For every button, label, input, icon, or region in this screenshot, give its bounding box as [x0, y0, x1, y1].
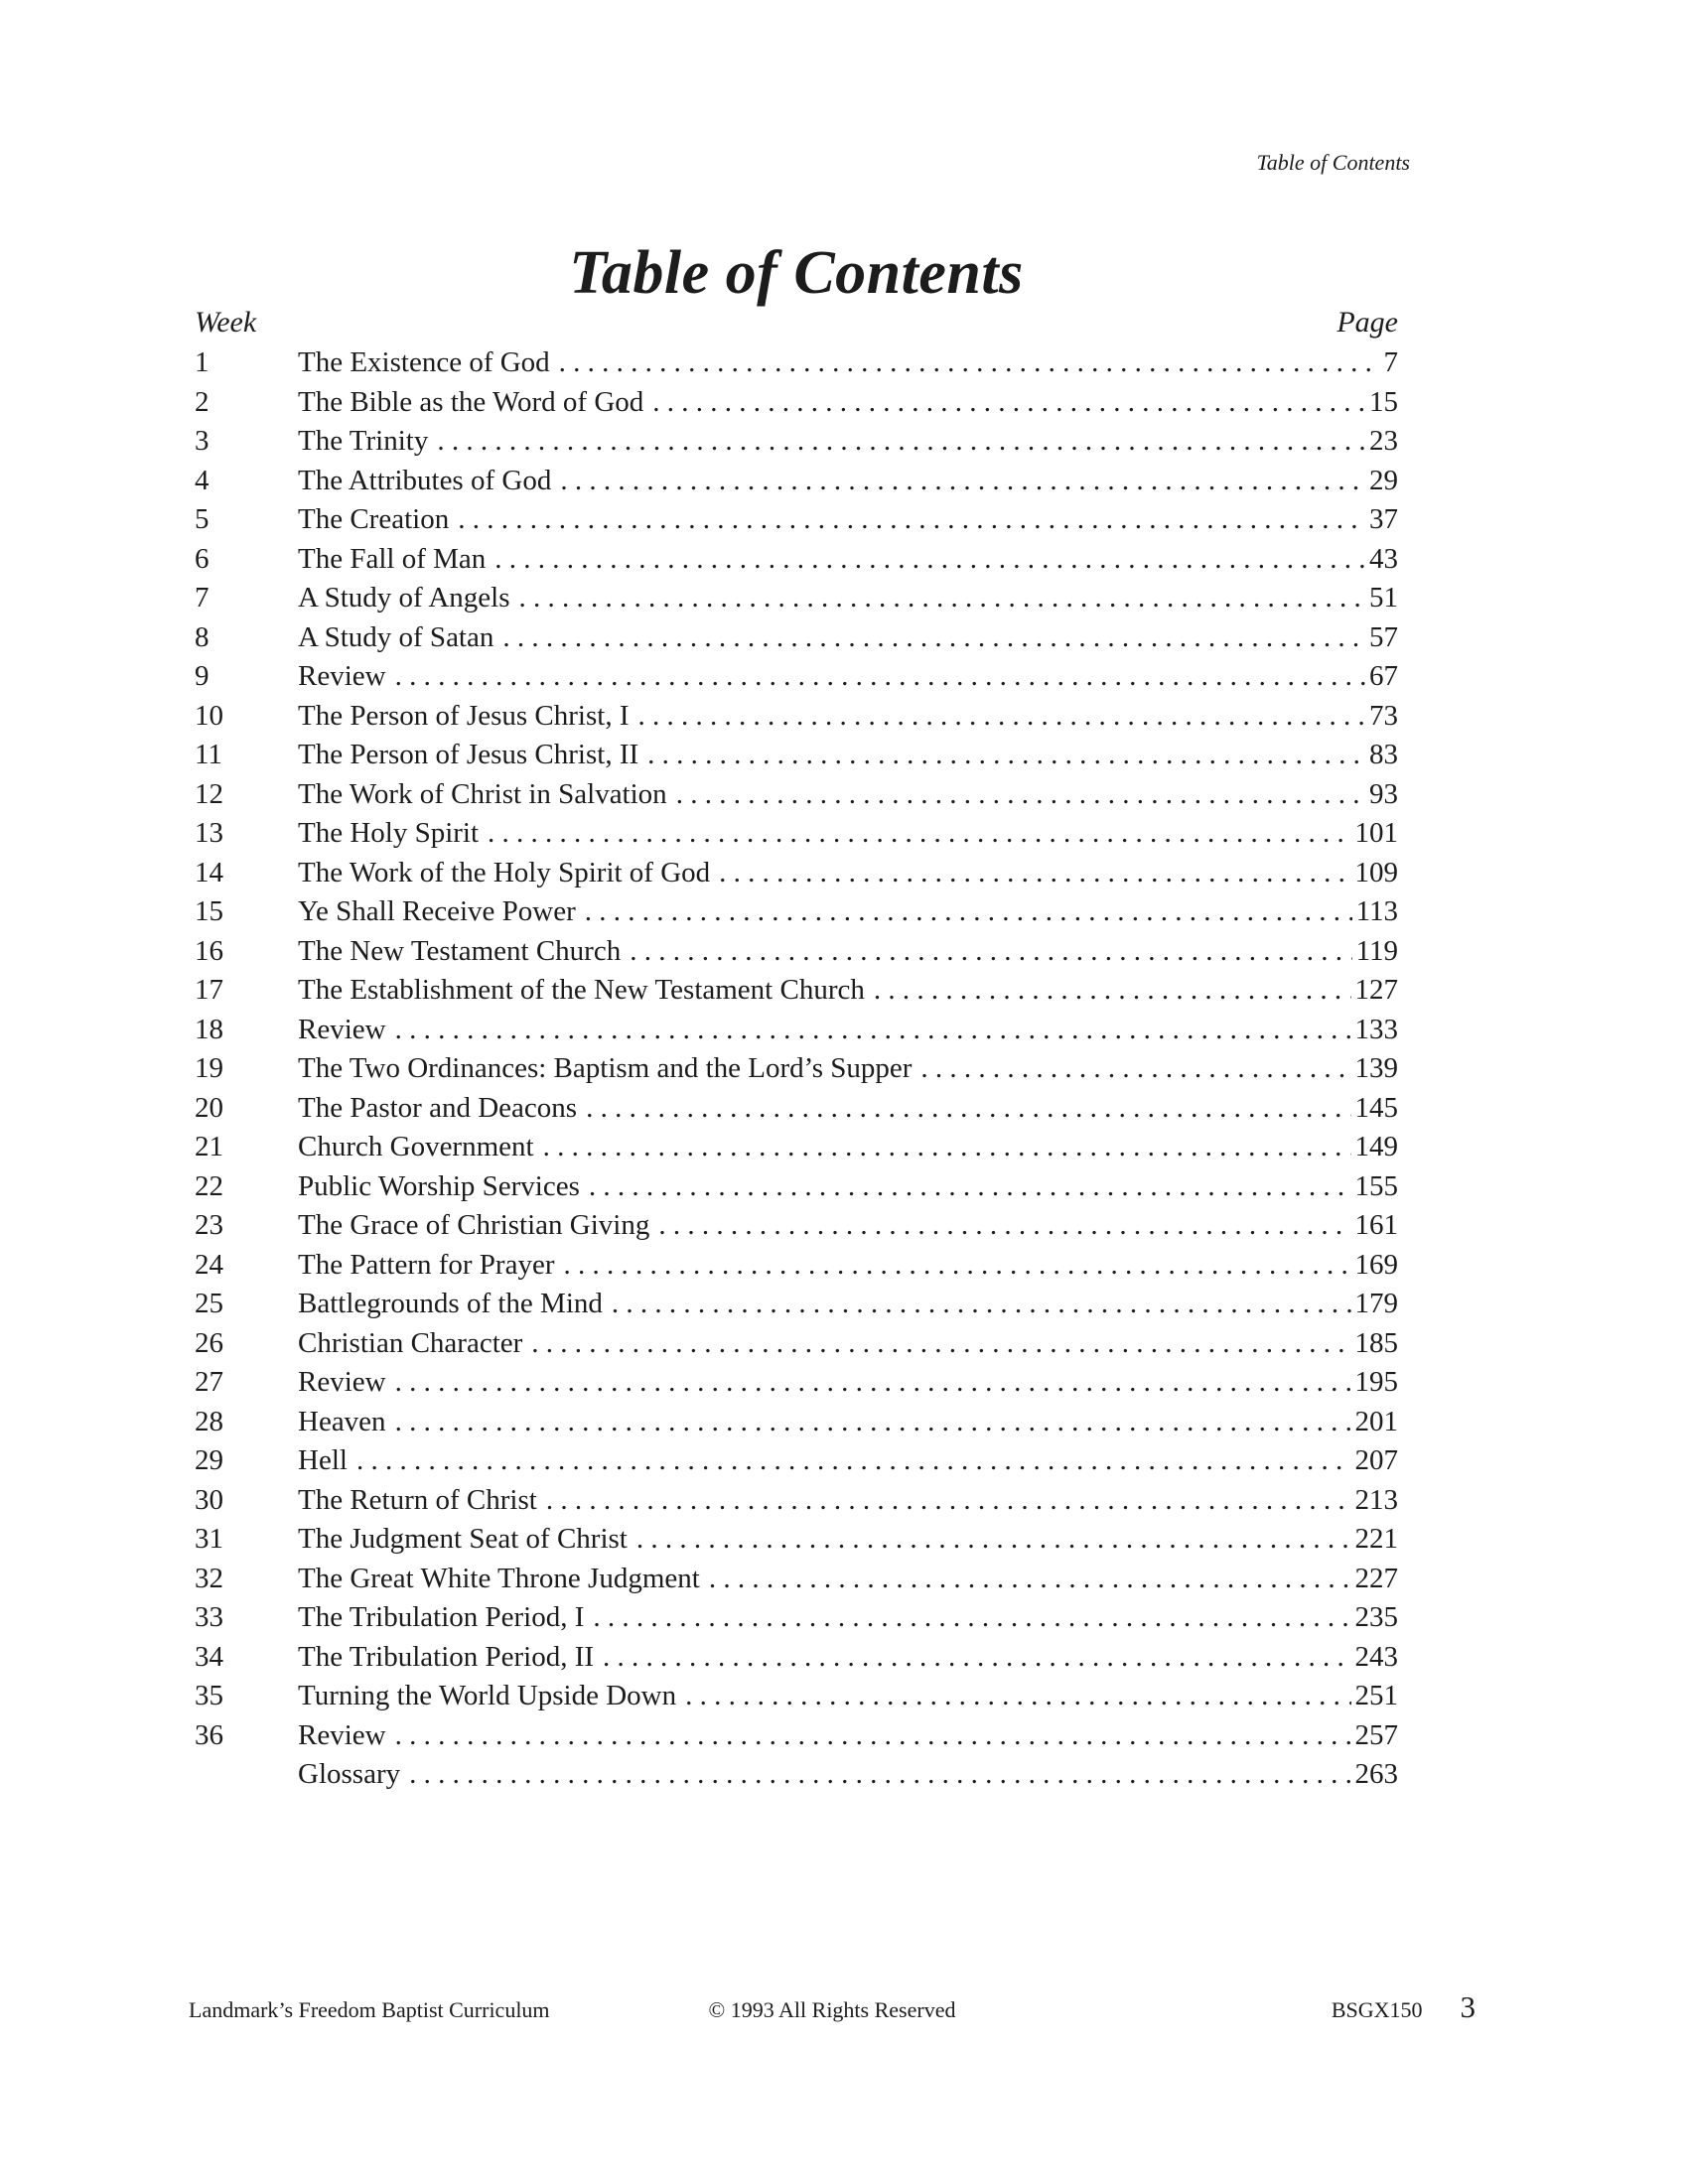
toc-page-number: 169: [1354, 1248, 1398, 1281]
footer-right-group: [955, 1989, 1476, 2028]
toc-page-number: 161: [1354, 1209, 1398, 1241]
dot-leader: [543, 1128, 1351, 1167]
toc-row: [195, 1363, 1398, 1403]
toc-week-number: 20: [195, 1091, 223, 1124]
dot-leader: [559, 343, 1380, 383]
dot-leader: [585, 892, 1352, 932]
toc-page-number: 263: [1354, 1758, 1398, 1790]
toc-row: [195, 1520, 1398, 1560]
dot-leader: [636, 1520, 1351, 1560]
dot-leader: [560, 462, 1365, 501]
dot-leader: [685, 1677, 1350, 1716]
toc-row: [195, 500, 1398, 540]
toc-entry-title: A Study of Satan: [298, 620, 494, 653]
toc-entry-title: The Tribulation Period, I: [298, 1601, 585, 1633]
toc-week-number: 34: [195, 1640, 223, 1673]
toc-entry-title: The Holy Spirit: [298, 817, 480, 849]
toc-page-number: 155: [1354, 1169, 1398, 1202]
toc-week-number: 36: [195, 1718, 223, 1751]
toc-row: [195, 1716, 1398, 1756]
toc-entry-title: Ye Shall Receive Power: [298, 895, 576, 927]
toc-row: [195, 814, 1398, 854]
toc-page-number: 201: [1354, 1405, 1398, 1437]
dot-leader: [519, 579, 1366, 618]
toc-week-number: 25: [195, 1288, 223, 1319]
toc-page-number: 221: [1354, 1523, 1398, 1555]
dot-leader: [612, 1285, 1351, 1324]
dot-leader: [531, 1324, 1350, 1364]
dot-leader: [488, 814, 1350, 854]
toc-entry-title: Review: [298, 1366, 386, 1398]
toc-entry-title: The Tribulation Period, II: [298, 1640, 595, 1673]
dot-leader: [502, 618, 1365, 658]
toc-row: [195, 579, 1398, 618]
toc-week-number: 19: [195, 1052, 223, 1084]
toc-entry-title: The Creation: [298, 503, 450, 535]
dot-leader: [630, 932, 1351, 972]
toc-week-number: 15: [195, 895, 223, 927]
page-column-label: Page: [1336, 306, 1398, 339]
toc-page-number: 179: [1354, 1288, 1398, 1319]
toc-week-number: 1: [195, 346, 210, 378]
toc-entry-title: A Study of Angels: [298, 582, 510, 614]
toc-week-number: 9: [195, 660, 210, 692]
toc-week-number: 11: [195, 739, 222, 770]
toc-row: [195, 1246, 1398, 1286]
toc-page-number: 139: [1354, 1052, 1398, 1084]
toc-week-number: 18: [195, 1013, 223, 1045]
dot-leader: [395, 657, 1365, 697]
toc-entry-title: The Two Ordinances: Baptism and the Lord’s Supper: [298, 1052, 913, 1084]
dot-leader: [494, 540, 1365, 580]
toc-week-number: 33: [195, 1601, 223, 1633]
toc-week-number: 16: [195, 934, 223, 967]
dot-leader: [458, 500, 1365, 540]
toc-entry-title: The Person of Jesus Christ, I: [298, 699, 630, 732]
toc-entry-title: The Work of Christ in Salvation: [298, 777, 667, 810]
toc-row: [195, 1481, 1398, 1521]
footer-product-code: BSGX150: [1331, 1997, 1423, 2022]
toc-row: [195, 697, 1398, 737]
toc-week-number: 5: [195, 503, 210, 535]
toc-week-number: 22: [195, 1169, 223, 1202]
toc-week-number: 14: [195, 856, 223, 888]
dot-leader: [395, 1011, 1351, 1050]
toc-page-number: 213: [1354, 1483, 1398, 1516]
toc-page-number: 7: [1383, 346, 1398, 378]
dot-leader: [589, 1167, 1351, 1207]
dot-leader: [658, 1206, 1350, 1246]
toc-entry-title: The Person of Jesus Christ, II: [298, 739, 639, 770]
toc-page-number: 23: [1369, 425, 1398, 457]
toc-page-number: 51: [1369, 582, 1398, 614]
toc-page-number: 149: [1354, 1131, 1398, 1162]
footer-publisher: Landmark’s Freedom Baptist Curriculum: [189, 1997, 550, 2022]
toc-page-number: 73: [1369, 699, 1398, 732]
dot-leader: [437, 422, 1365, 462]
toc-entry-title: The Pattern for Prayer: [298, 1248, 555, 1281]
dot-leader: [920, 1049, 1350, 1089]
toc-page-number: 37: [1369, 503, 1398, 535]
toc-entry-title: Public Worship Services: [298, 1169, 580, 1202]
toc-page-number: 83: [1369, 739, 1398, 770]
toc-row: [195, 736, 1398, 775]
toc-week-number: 30: [195, 1483, 223, 1516]
dot-leader: [395, 1363, 1351, 1403]
toc-page-number: 93: [1369, 777, 1398, 810]
dot-leader: [652, 383, 1365, 423]
toc-row: [195, 540, 1398, 580]
toc-week-number: 32: [195, 1562, 223, 1594]
toc-week-number: 10: [195, 699, 223, 732]
toc-row: [195, 1441, 1398, 1481]
toc-entry-title: Turning the World Upside Down: [298, 1680, 677, 1711]
toc-entry-title: The New Testament Church: [298, 934, 622, 967]
footer-page-number: 3: [1460, 1989, 1476, 2024]
toc-entry-title: Christian Character: [298, 1326, 523, 1359]
dot-leader: [719, 854, 1350, 893]
dot-leader: [603, 1638, 1350, 1678]
toc-list: [195, 343, 1398, 1795]
toc-page-number: 29: [1369, 464, 1398, 496]
toc-entry-title: The Bible as the Word of God: [298, 385, 644, 418]
toc-entry-title: The Attributes of God: [298, 464, 552, 496]
toc-week-number: 2: [195, 385, 210, 418]
toc-page-number: 195: [1354, 1366, 1398, 1398]
toc-page-number: 227: [1354, 1562, 1398, 1594]
toc-page-number: 185: [1354, 1326, 1398, 1359]
toc-row: [195, 1285, 1398, 1324]
toc-page-number: 145: [1354, 1091, 1398, 1124]
toc-entry-title: The Establishment of the New Testament Church: [298, 974, 865, 1006]
toc-week-number: 3: [195, 425, 210, 457]
toc-week-number: 6: [195, 542, 210, 575]
toc-week-number: 24: [195, 1248, 223, 1281]
toc-row: [195, 343, 1398, 383]
toc-row: [195, 422, 1398, 462]
toc-entry-title: The Fall of Man: [298, 542, 487, 575]
toc-week-number: 31: [195, 1523, 223, 1555]
toc-entry-title: Church Government: [298, 1131, 534, 1162]
toc-row: [195, 1167, 1398, 1207]
toc-row: [195, 1324, 1398, 1364]
toc-row: [195, 383, 1398, 423]
toc-entry-title: The Existence of God: [298, 346, 550, 378]
toc-page-number: 257: [1354, 1718, 1398, 1751]
toc-week-number: 29: [195, 1444, 223, 1476]
toc-page-number: 113: [1355, 895, 1398, 927]
toc-week-number: 7: [195, 582, 210, 614]
toc-week-number: 27: [195, 1366, 223, 1398]
toc-week-number: 28: [195, 1405, 223, 1437]
page-title: Table of Contents: [569, 239, 1024, 307]
toc-page-number: 243: [1354, 1640, 1398, 1673]
toc-row: [195, 657, 1398, 697]
dot-leader: [637, 697, 1365, 737]
dot-leader: [395, 1716, 1351, 1756]
dot-leader: [395, 1403, 1351, 1442]
dot-leader: [874, 971, 1351, 1011]
toc-page-number: 67: [1369, 660, 1398, 692]
toc-entry-title: Battlegrounds of the Mind: [298, 1288, 603, 1319]
dot-leader: [563, 1246, 1350, 1286]
toc-entry-title: Review: [298, 1013, 386, 1045]
toc-week-number: 4: [195, 464, 210, 496]
toc-entry-title: The Work of the Holy Spirit of God: [298, 856, 711, 888]
toc-row: [195, 1128, 1398, 1167]
toc-row: [195, 1598, 1398, 1638]
toc-row: [195, 932, 1398, 972]
toc-week-number: 17: [195, 974, 223, 1006]
toc-row: [195, 1011, 1398, 1050]
toc-page-number: 15: [1369, 385, 1398, 418]
toc-row: [195, 1560, 1398, 1599]
toc-entry-title: The Grace of Christian Giving: [298, 1209, 650, 1241]
toc-page-number: 207: [1354, 1444, 1398, 1476]
toc-page-number: 57: [1369, 620, 1398, 653]
toc-page-number: 133: [1354, 1013, 1398, 1045]
toc-row: [195, 618, 1398, 658]
toc-row: [195, 1206, 1398, 1246]
toc-week-number: 13: [195, 817, 223, 849]
toc-entry-title: The Great White Throne Judgment: [298, 1562, 700, 1594]
toc-entry-title: Glossary: [298, 1758, 401, 1790]
dot-leader: [409, 1755, 1350, 1795]
dot-leader: [593, 1598, 1350, 1638]
toc-row: [195, 775, 1398, 815]
toc-entry-title: Hell: [298, 1444, 348, 1476]
toc-entry-title: Heaven: [298, 1405, 386, 1437]
toc-week-number: 21: [195, 1131, 223, 1162]
toc-entry-title: The Trinity: [298, 425, 429, 457]
toc-week-number: 23: [195, 1209, 223, 1241]
toc-row: [195, 1677, 1398, 1716]
running-header: Table of Contents: [1256, 150, 1410, 175]
toc-row: [195, 971, 1398, 1011]
toc-week-number: 26: [195, 1326, 223, 1359]
toc-row: [195, 1403, 1398, 1442]
toc-row: [195, 1638, 1398, 1678]
page-footer: [189, 1989, 1476, 2028]
toc-entry-title: The Return of Christ: [298, 1483, 537, 1516]
dot-leader: [709, 1560, 1351, 1599]
toc-week-number: 12: [195, 777, 223, 810]
dot-leader: [676, 775, 1365, 815]
toc-week-number: 35: [195, 1680, 223, 1711]
footer-copyright: © 1993 All Rights Reserved: [708, 1997, 956, 2022]
toc-row: [195, 462, 1398, 501]
week-column-label: Week: [195, 306, 257, 339]
toc-entry-title: The Judgment Seat of Christ: [298, 1523, 628, 1555]
toc-week-number: 8: [195, 620, 210, 653]
toc-page-number: 43: [1369, 542, 1398, 575]
dot-leader: [586, 1089, 1350, 1129]
toc-page-number: 109: [1354, 856, 1398, 888]
toc-page-number: 127: [1354, 974, 1398, 1006]
toc-page-number: 101: [1354, 817, 1398, 849]
toc-entry-title: Review: [298, 1718, 386, 1751]
toc-row: [195, 1049, 1398, 1089]
column-labels: [195, 304, 1398, 341]
toc-entry-title: Review: [298, 660, 386, 692]
toc-row: [195, 1089, 1398, 1129]
toc-row: [195, 854, 1398, 893]
dot-leader: [546, 1481, 1351, 1521]
toc-row: [195, 1755, 1398, 1795]
dot-leader: [647, 736, 1365, 775]
toc-row: [195, 892, 1398, 932]
toc-page-number: 235: [1354, 1601, 1398, 1633]
toc-entry-title: The Pastor and Deacons: [298, 1091, 578, 1124]
dot-leader: [356, 1441, 1351, 1481]
toc-page-number: 251: [1354, 1680, 1398, 1711]
toc-page-number: 119: [1355, 934, 1398, 967]
